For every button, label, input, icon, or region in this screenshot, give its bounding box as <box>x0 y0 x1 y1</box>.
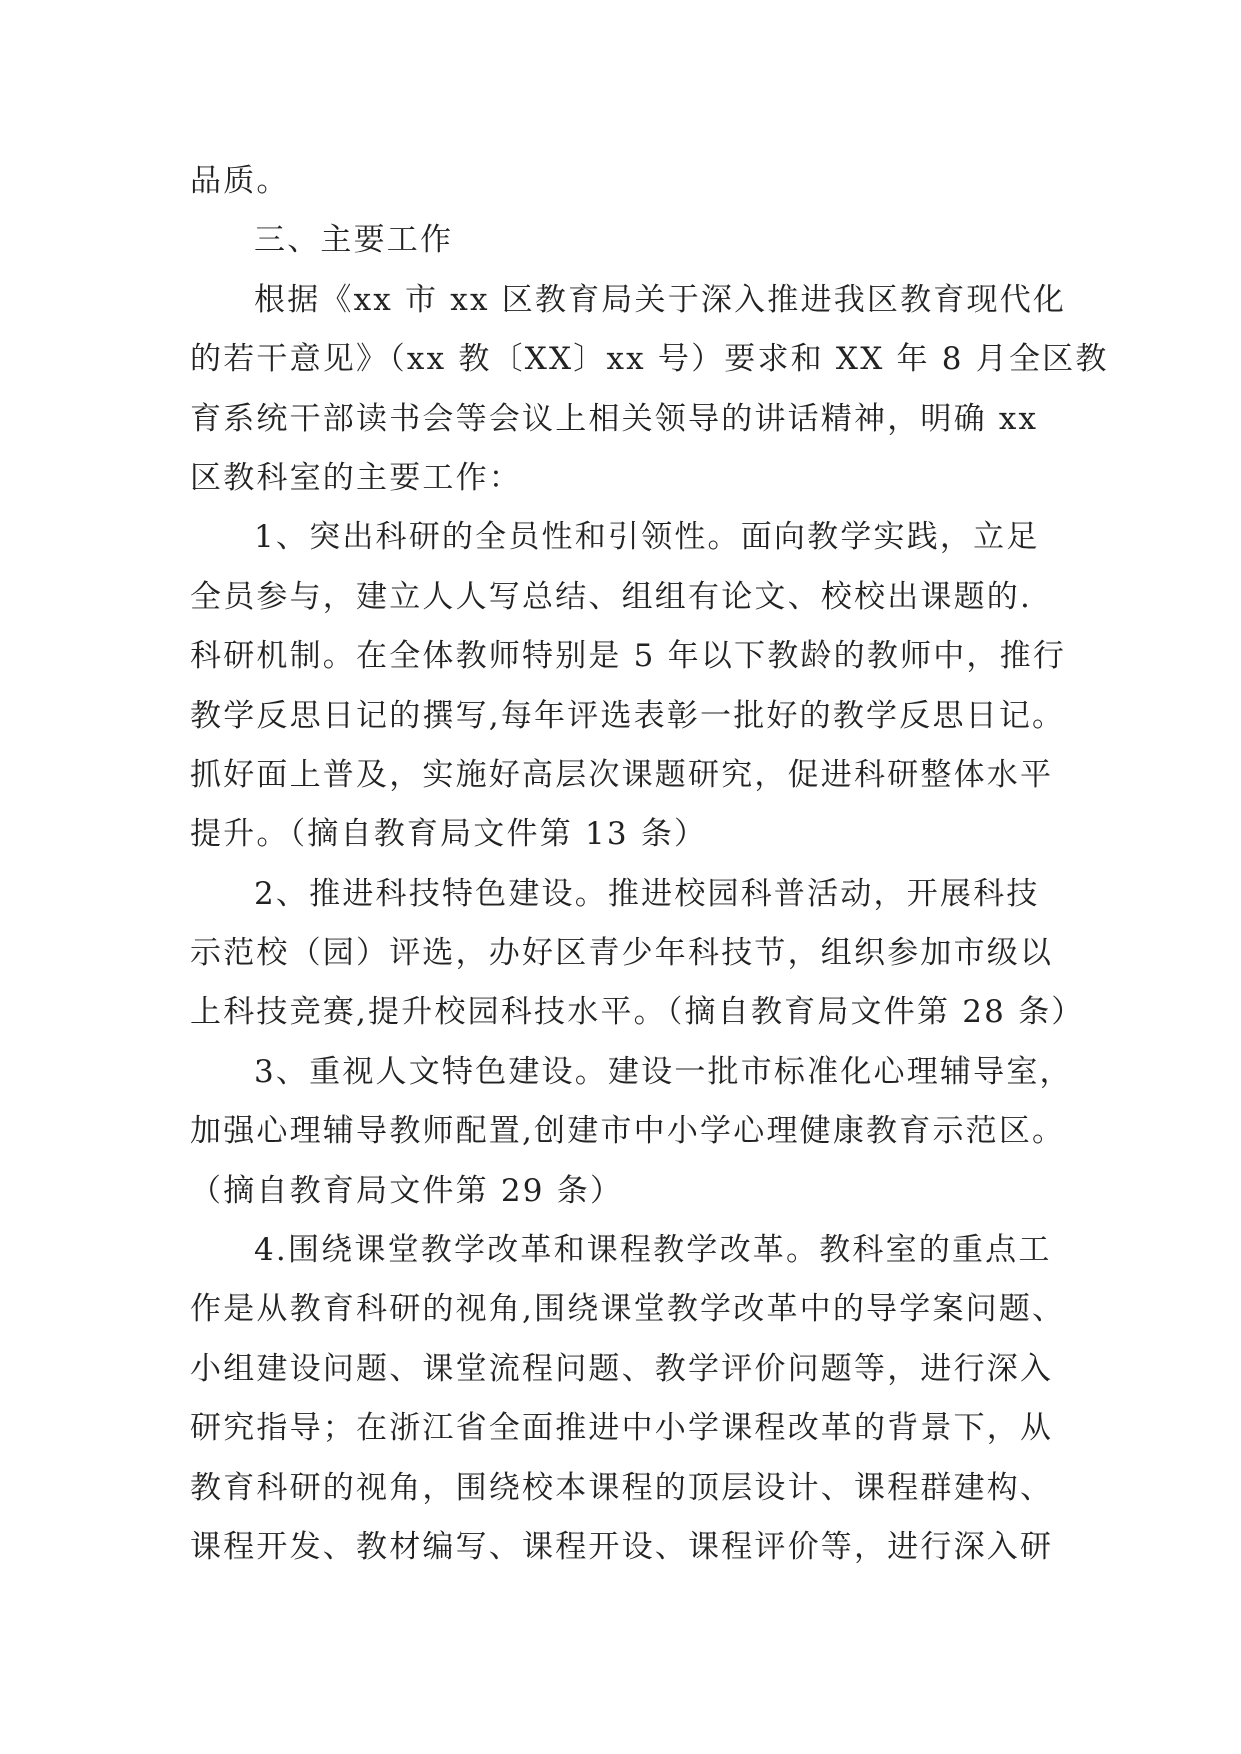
text-line: （摘自教育局文件第 29 条） <box>190 1172 624 1209</box>
list-item-1-line: 1、突出科研的全员性和引领性。面向教学实践，立足 <box>254 519 1040 556</box>
text-line: 小组建设问题、课堂流程问题、教学评价问题等，进行深入 <box>190 1350 1054 1387</box>
text-line: 的若干意见》（xx 教〔XX〕xx 号）要求和 XX 年 8 月全区教 <box>190 341 1109 378</box>
text-line: 品质。 <box>190 163 290 199</box>
text-line: 抓好面上普及，实施好高层次课题研究，促进科研整体水平 <box>190 756 1054 793</box>
text-line: 根据《xx 市 xx 区教育局关于深入推进我区教育现代化 <box>254 281 1067 318</box>
list-item-3-line: 3、重视人文特色建设。建设一批市标准化心理辅导室， <box>254 1053 1073 1090</box>
section-heading: 三、主要工作 <box>254 222 454 259</box>
text-line: 教学反思日记的撰写,每年评选表彰一批好的教学反思日记。 <box>190 697 1066 734</box>
text-line: 加强心理辅导教师配置,创建市中小学心理健康教育示范区。 <box>190 1113 1066 1150</box>
text-line: 作是从教育科研的视角,围绕课堂教学改革中的导学案问题、 <box>190 1291 1066 1328</box>
text-line: 示范校（园）评选，办好区青少年科技节，组织参加市级以 <box>190 935 1054 972</box>
text-line: 课程开发、教材编写、课程开设、课程评价等，进行深入研 <box>190 1528 1054 1565</box>
list-item-2-line: 2、推进科技特色建设。推进校园科普活动，开展科技 <box>254 875 1040 912</box>
text-line: 教育科研的视角，围绕校本课程的顶层设计、课程群建构、 <box>190 1469 1054 1506</box>
text-line: 育系统干部读书会等会议上相关领导的讲话精神，明确 xx <box>190 400 1039 437</box>
document-body <box>190 152 1109 1577</box>
text-line: 研究指导；在浙江省全面推进中小学课程改革的背景下，从 <box>190 1410 1054 1447</box>
list-item-4-line: 4.围绕课堂教学改革和课程教学改革。教科室的重点工 <box>254 1232 1052 1269</box>
text-line: 全员参与，建立人人写总结、组组有论文、校校出课题的. <box>190 578 1033 615</box>
text-line: 上科技竞赛,提升校园科技水平。（摘自教育局文件第 28 条） <box>190 994 1085 1031</box>
text-line: 提升。（摘自教育局文件第 13 条） <box>190 816 708 853</box>
text-line: 区教科室的主要工作： <box>190 459 522 496</box>
text-line: 科研机制。在全体教师特别是 5 年以下教龄的教师中，推行 <box>190 638 1067 675</box>
